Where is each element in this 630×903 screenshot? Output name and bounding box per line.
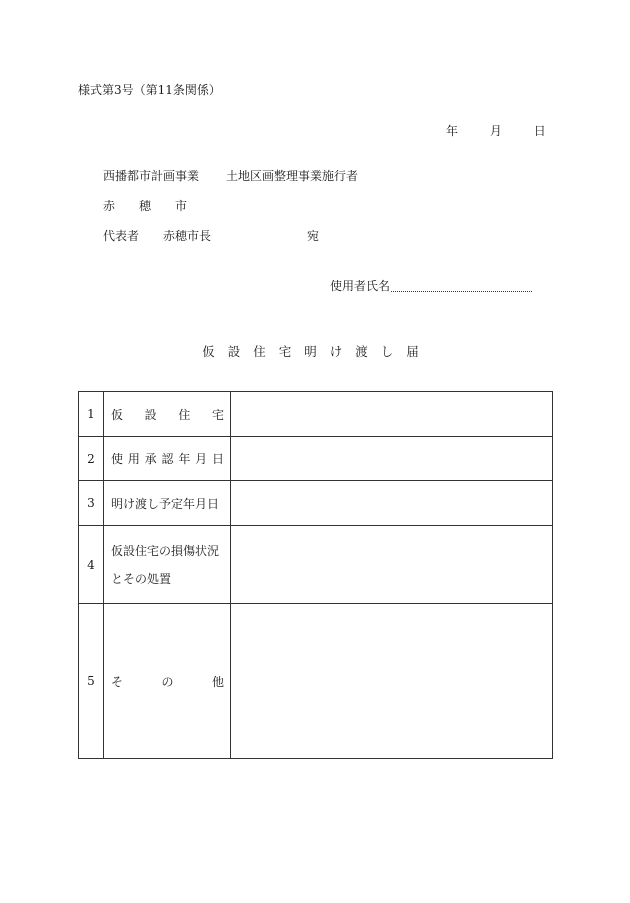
table-row	[79, 481, 553, 526]
addressee-city: 赤穂市	[103, 199, 212, 213]
form-table	[78, 391, 553, 759]
honorific: 宛	[307, 229, 320, 243]
row-label-char: の	[161, 674, 174, 689]
damage-status-field[interactable]	[231, 526, 553, 604]
user-name-label: 使用者氏名	[330, 279, 391, 293]
row-number: 3	[79, 481, 104, 526]
row-label-char: 日	[211, 452, 224, 466]
row-label-char: 他	[211, 674, 224, 689]
project-name: 西播都市計画事業	[103, 169, 200, 183]
row-label	[104, 526, 231, 604]
row-label-char: 宅	[211, 407, 224, 422]
row-label-char: 月	[195, 452, 208, 466]
row-label	[104, 392, 231, 437]
row-number: 4	[79, 526, 104, 604]
representative-label: 代表者	[103, 229, 140, 243]
row-label-char: 住	[178, 407, 191, 422]
row-label-line: とその処置	[111, 571, 172, 586]
row-label: 明け渡し予定年月日	[104, 481, 231, 526]
row-label	[104, 437, 231, 481]
table-row	[79, 526, 553, 604]
scheduled-vacate-date-field[interactable]	[231, 481, 553, 526]
addressee-representative	[103, 227, 319, 244]
row-label-char: 設	[144, 407, 157, 422]
table-row	[79, 604, 553, 759]
row-label-char: 用	[127, 452, 140, 466]
user-name-line	[330, 277, 532, 294]
row-number: 2	[79, 437, 104, 481]
row-label-char: 使	[111, 452, 124, 466]
addressee-organization	[103, 167, 358, 184]
date-year-label: 年	[446, 124, 459, 138]
table-row	[79, 392, 553, 437]
date-day-label: 日	[533, 124, 546, 138]
row-number: 1	[79, 392, 104, 437]
table-row	[79, 437, 553, 481]
temporary-housing-field[interactable]	[231, 392, 553, 437]
date-line	[446, 122, 546, 139]
row-label-char: そ	[111, 674, 124, 689]
row-label-char: 年	[178, 452, 191, 466]
row-label-char: 承	[144, 452, 157, 466]
use-approval-date-field[interactable]	[231, 437, 553, 481]
row-label-line: 仮設住宅の損傷状況	[111, 543, 220, 558]
other-notes-field[interactable]	[231, 604, 553, 759]
row-label	[104, 604, 231, 759]
representative-name: 赤穂市長	[163, 229, 212, 243]
executor-name: 土地区画整理事業施行者	[226, 169, 359, 183]
row-label-char: 仮	[111, 407, 124, 422]
row-label-char: 認	[161, 452, 174, 466]
row-number: 5	[79, 604, 104, 759]
form-number: 様式第3号（第11条関係）	[78, 83, 221, 97]
date-month-label: 月	[489, 124, 502, 138]
document-title: 仮設住宅明け渡し届	[202, 344, 432, 359]
user-name-field[interactable]	[391, 281, 532, 292]
